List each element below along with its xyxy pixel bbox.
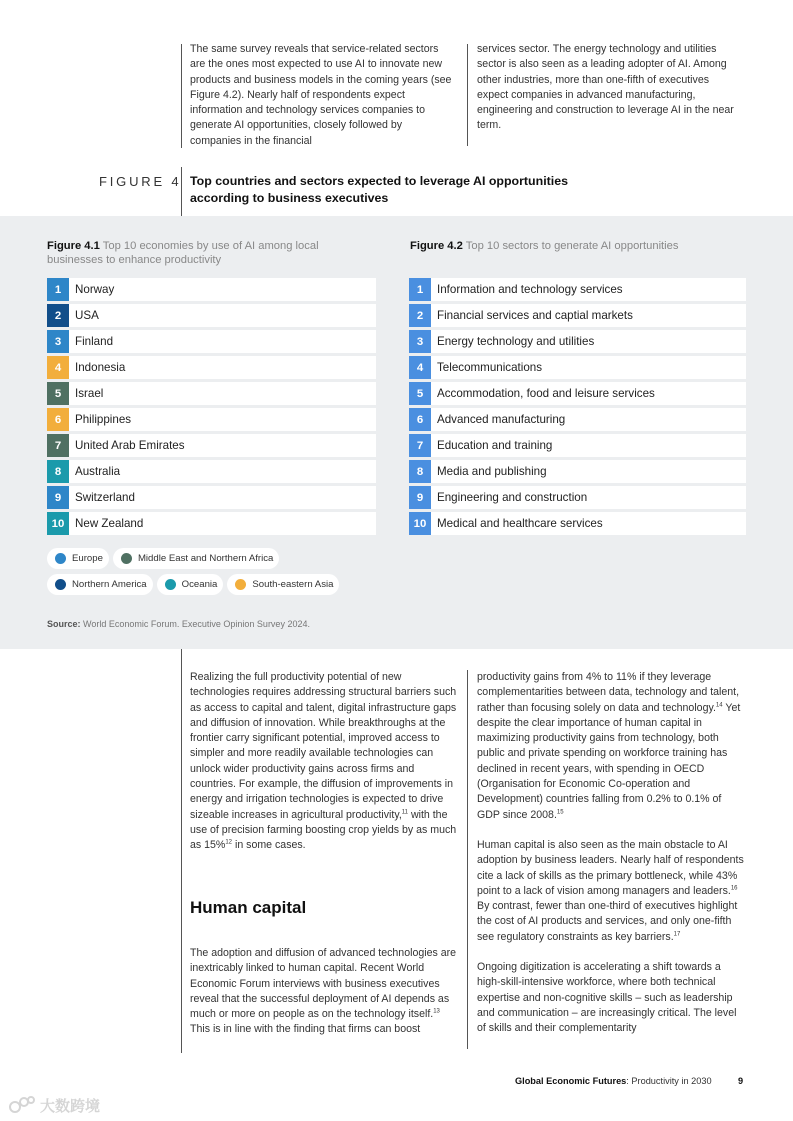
legend-dot-icon — [55, 579, 66, 590]
text-span: Realizing the full productivity potential of new technologies requires addressing structural barriers such as access to capital and talent, digital infrastructure gaps and diffusion of innovation. While breakthroughs at the frontier carry significant potential, improved access to simpler and more readily available technologies can unlock wider productivity gains across firms and countries. For example, the diffusion of improvements in energy and irrigation technologies is expected to drive sizeable increases in agricultural productivity, — [190, 671, 457, 821]
footnote-ref-12: 12 — [225, 839, 233, 846]
legend-label: Europe — [72, 553, 103, 564]
footnote-ref-11: 11 — [401, 809, 409, 816]
rank-label: New Zealand — [75, 517, 144, 530]
body-right-column-rule — [467, 670, 468, 1049]
figure-source — [47, 619, 310, 629]
ranking-row — [409, 434, 746, 457]
ranking-row — [409, 382, 746, 405]
rank-number: 2 — [409, 304, 431, 327]
rank-number: 5 — [47, 382, 69, 405]
top-left-paragraph: The same survey reveals that service-related sectors are the ones most expected to use AI to innovate new products and business models in the coming years (see Figure 4.2). Nearly half of respondents expect information and technology services companies to generate AI opportunities, closely followed by companies in the financial — [190, 43, 452, 147]
rank-label: Financial services and captial markets — [437, 309, 633, 322]
text-span: Human capital is also seen as the main obstacle to AI adoption by business leaders. Nearly half of respondents cite a lack of skills as the primary bottleneck, while 43% point to a lack of vision among managers and leaders. — [477, 838, 744, 897]
watermark — [8, 1094, 100, 1116]
legend-label: Northern America — [72, 579, 147, 590]
rank-label: Accommodation, food and leisure services — [437, 387, 655, 400]
rank-number: 4 — [47, 356, 69, 379]
ranking-row — [409, 356, 746, 379]
rank-number: 5 — [409, 382, 431, 405]
ranking-row — [47, 408, 376, 431]
rank-number: 4 — [409, 356, 431, 379]
ranking-row — [409, 512, 746, 535]
rank-number: 1 — [409, 278, 431, 301]
text-span: Yet despite the clear importance of human capital in maximizing productivity gains from technology, both public and private spending on workforce training has declined in recent years, with spending in OECD (Organisation for Economic Co-operation and Development) countries falling from 0.2% to 0.1% of GDP since 2008. — [477, 701, 741, 821]
ranking-row — [47, 460, 376, 483]
text-span: with the use of precision farming boosting crop yields by as much as 15% — [190, 808, 457, 852]
ranking-row — [409, 408, 746, 431]
top-right-paragraph: services sector. The energy technology and utilities sector is also seen as a leading adopter of AI. Among other industries, more than one-fifth of executives expect companies in advanced manufacturing, engineering and construction to leverage AI in the near term. — [477, 43, 734, 132]
legend-item — [47, 574, 153, 595]
ranking-row — [409, 460, 746, 483]
rank-number: 9 — [47, 486, 69, 509]
rank-number: 7 — [47, 434, 69, 457]
ranking-row — [47, 486, 376, 509]
footnote-ref-17: 17 — [673, 931, 681, 938]
body-left-paragraph-1 — [190, 670, 462, 854]
rank-number: 3 — [409, 330, 431, 353]
figure-4-2-title — [410, 239, 750, 253]
page-number: 9 — [738, 1076, 744, 1086]
rank-label: Australia — [75, 465, 121, 478]
rank-label: United Arab Emirates — [75, 439, 185, 452]
figure-4-1-title — [47, 239, 337, 267]
text-span: By contrast, fewer than one-third of executives highlight the cost of AI products and services, and only one-fifth see regulatory constraints as key barriers. — [477, 900, 738, 943]
page-footer — [515, 1076, 712, 1086]
text-span: in some cases. — [232, 839, 306, 852]
economies-ranking-list — [47, 278, 376, 538]
rank-number: 8 — [409, 460, 431, 483]
source-label: Source: — [47, 619, 81, 629]
text-span: This is in line with the finding that firms can boost — [190, 1023, 421, 1036]
figure-4-2-label: Figure 4.2 — [410, 240, 463, 252]
rank-label: Information and technology services — [437, 283, 623, 296]
sectors-ranking-list — [409, 278, 746, 538]
body-right-paragraph-2 — [477, 838, 747, 945]
ranking-row — [47, 278, 376, 301]
footnote-ref-16: 16 — [730, 885, 738, 892]
body-left-paragraph-2 — [190, 946, 462, 1038]
ranking-row — [47, 434, 376, 457]
rank-number: 7 — [409, 434, 431, 457]
footer-report-subtitle: : Productivity in 2030 — [626, 1076, 712, 1086]
rank-label: Engineering and construction — [437, 491, 588, 504]
top-left-column-rule — [181, 44, 182, 148]
figure-4-1-description: Top 10 economies by use of AI among local businesses to enhance productivity — [47, 240, 319, 267]
rank-label: Switzerland — [75, 491, 135, 504]
footnote-ref-15: 15 — [556, 809, 564, 816]
top-left-column — [190, 42, 452, 149]
watermark-logo-icon — [8, 1094, 36, 1116]
rank-number: 10 — [47, 512, 69, 535]
rank-label: Energy technology and utilities — [437, 335, 595, 348]
body-left-column-lower — [190, 946, 462, 1038]
figure-title: Top countries and sectors expected to leverage AI opportunities according to business executives — [190, 174, 568, 205]
rank-number: 1 — [47, 278, 69, 301]
legend-dot-icon — [55, 553, 66, 564]
legend-item — [157, 574, 224, 595]
top-right-column-rule — [467, 44, 468, 146]
figure-4-1-label: Figure 4.1 — [47, 240, 100, 252]
legend-item — [47, 548, 109, 569]
rank-label: Advanced manufacturing — [437, 413, 566, 426]
ranking-row — [47, 382, 376, 405]
ranking-row — [409, 304, 746, 327]
text-span: The adoption and diffusion of advanced technologies are inextricably linked to human capital. Recent World Economic Forum interviews with business executives reveal that the successful deployment of AI depends as much or more on people as on the technology itself. — [190, 947, 457, 1021]
body-right-column — [477, 670, 747, 1037]
figure-label: FIGURE 4 — [99, 174, 182, 189]
rank-label: Education and training — [437, 439, 553, 452]
rank-label: Media and publishing — [437, 465, 547, 478]
body-left-column — [190, 670, 462, 854]
text-span: productivity gains from 4% to 11% if they leverage complementarities between data, technology and talent, rather than focusing solely on data and technology. — [477, 671, 740, 714]
ranking-row — [409, 486, 746, 509]
rank-label: Philippines — [75, 413, 132, 426]
legend-item — [113, 548, 279, 569]
rank-label: USA — [75, 309, 99, 322]
ranking-row — [47, 304, 376, 327]
ranking-row — [47, 512, 376, 535]
rank-number: 3 — [47, 330, 69, 353]
body-right-paragraph-3: Ongoing digitization is accelerating a shift towards a high-skill-intensive workforce, where both technical expertise and non-cognitive skills – such as leadership and communication – are increasingly critical. The level of skills and their complementarity — [477, 961, 737, 1035]
region-legend — [47, 548, 387, 596]
rank-label: Finland — [75, 335, 114, 348]
rank-number: 9 — [409, 486, 431, 509]
footer-report-title: Global Economic Futures — [515, 1076, 627, 1086]
ranking-row — [409, 278, 746, 301]
ranking-row — [47, 356, 376, 379]
section-heading-human-capital: Human capital — [190, 898, 307, 917]
legend-label: South-eastern Asia — [252, 579, 334, 590]
watermark-text: 大数跨境 — [40, 1097, 101, 1115]
legend-label: Oceania — [181, 579, 218, 590]
rank-number: 2 — [47, 304, 69, 327]
legend-dot-icon — [165, 579, 176, 590]
footnote-ref-14: 14 — [715, 702, 723, 709]
rank-number: 6 — [409, 408, 431, 431]
source-text: World Economic Forum. Executive Opinion Survey 2024. — [83, 619, 310, 629]
rank-label: Telecommunications — [437, 361, 543, 374]
rank-number: 10 — [409, 512, 431, 535]
top-right-column — [477, 42, 739, 134]
figure-4-2-description: Top 10 sectors to generate AI opportunities — [465, 240, 679, 252]
legend-item — [227, 574, 339, 595]
ranking-row — [409, 330, 746, 353]
figure-title-rule — [181, 167, 182, 216]
rank-label: Israel — [75, 387, 104, 400]
legend-dot-icon — [235, 579, 246, 590]
footnote-ref-13: 13 — [433, 1008, 440, 1015]
rank-label: Medical and healthcare services — [437, 517, 603, 530]
rank-label: Indonesia — [75, 361, 126, 374]
rank-label: Norway — [75, 283, 115, 296]
body-left-column-rule — [181, 649, 182, 1053]
ranking-row — [47, 330, 376, 353]
legend-dot-icon — [121, 553, 132, 564]
rank-number: 8 — [47, 460, 69, 483]
rank-number: 6 — [47, 408, 69, 431]
body-right-paragraph-1 — [477, 670, 747, 823]
legend-label: Middle East and Northern Africa — [137, 553, 274, 564]
